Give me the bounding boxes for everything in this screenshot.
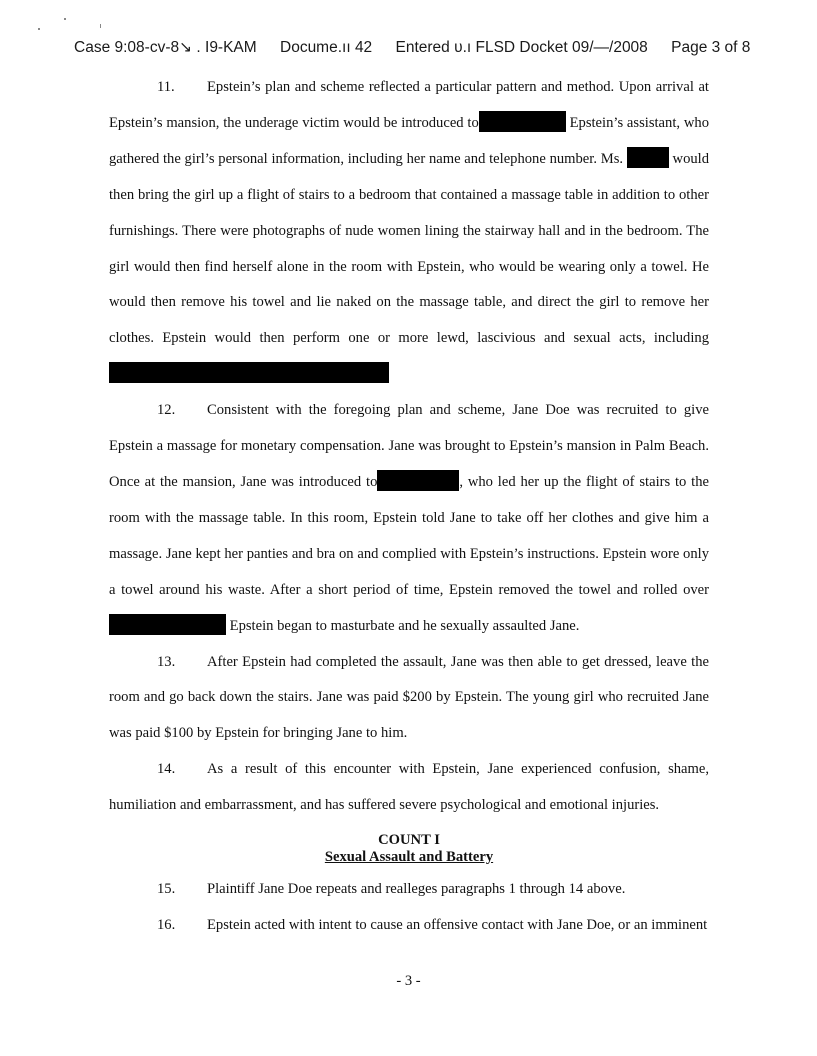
paragraph-number: 11.: [157, 79, 175, 95]
paragraph-15: [109, 872, 709, 908]
paragraph-text: Epstein’s assistant, who gathered the girl’s personal information, including her name and telephone number. Ms.: [109, 114, 709, 167]
paragraph-number: 14.: [157, 761, 176, 778]
paragraph-14: [109, 752, 709, 824]
paragraph-text: As a result of this encounter with Epstein, Jane experienced confusion, shame, humiliation and embarrassment, and has suffered severe psychological and emotional injuries.: [109, 761, 709, 814]
paragraph-text: Epstein acted with intent to cause an offensive contact with Jane Doe, or an imminent: [207, 916, 708, 933]
redaction-bar: [627, 147, 669, 168]
docket-entry: Entered υ.ı FLSD Docket 09/—/2008: [395, 39, 648, 56]
paragraph-11: [109, 70, 709, 393]
count-subtitle: Sexual Assault and Battery: [324, 849, 494, 866]
paragraph-number: 15.: [157, 881, 176, 898]
scan-artifact: [100, 24, 101, 28]
scan-artifact: [38, 28, 40, 30]
redaction-bar: [109, 362, 389, 383]
redaction-bar: [377, 470, 459, 491]
document-number: Documе.ıı 42: [280, 39, 373, 56]
case-number: Case 9:08-cv-8↘ . I9-KAM: [74, 39, 257, 56]
page-number-footer: - 3 -: [396, 973, 421, 989]
paragraph-12: [109, 393, 709, 644]
count-title: COUNT I: [378, 832, 440, 849]
paragraph-text: Plaintiff Jane Doe repeats and realleges paragraphs 1 through 14 above.: [207, 881, 626, 898]
paragraph-text: Epstein began to masturbate and he sexually assaulted Jane.: [229, 617, 580, 634]
paragraph-number: 13.: [157, 653, 176, 670]
paragraph-text: After Epstein had completed the assault, Jane was then able to get dressed, leave the room and go back down the stairs. Jane was paid $200 by Epstein. The young girl who recruited Jane was paid $100 by Epstein for bringing Jane to him.: [109, 653, 709, 742]
paragraph-13: [109, 645, 709, 753]
count-heading: [109, 832, 709, 866]
paragraph-text: Epstein’s plan and scheme reflected a particular pattern and method. Upon arrival at Epstein’s mansion, the underage victim would be introduced to: [109, 79, 709, 131]
redaction-bar: [109, 614, 226, 635]
paragraph-text: Consistent with the foregoing plan and scheme, Jane Doe was recruited to give Epstein a massage for monetary compensation. Jane was brought to Epstein’s mansion in Palm Beach. Once at the mansion, Jane was introduced to: [109, 402, 709, 490]
paragraph-16: [109, 908, 709, 944]
paragraph-text: , who led her up the flight of stairs to the room with the massage table. In this room, Epstein told Jane to take off her clothes and give him a massage. Jane kept her panties and bra on and complied with Epstein’s instructions. Epstein wore only a towel around his waste. After a short period of time, Epstein removed the towel and rolled over: [109, 473, 709, 598]
redaction-bar: [479, 111, 566, 132]
court-filing-header: [74, 38, 751, 57]
page-indicator: Page 3 of 8: [671, 39, 751, 56]
paragraph-number: 16.: [157, 916, 176, 933]
document-body: [109, 70, 709, 944]
paragraph-text: would then bring the girl up a flight of stairs to a bedroom that contained a massage table in addition to other furnishings. There were photographs of nude women lining the stairway hall and in the bedroom. The girl would then find herself alone in the room with Epstein, who would be wearing only a towel. He would then remove his towel and lie naked on the massage table, and direct the girl to remove her clothes. Epstein would then perform one or more lewd, lascivious and sexual acts, including: [109, 150, 710, 347]
scan-artifact: [64, 18, 66, 20]
paragraph-number: 12.: [157, 402, 176, 419]
